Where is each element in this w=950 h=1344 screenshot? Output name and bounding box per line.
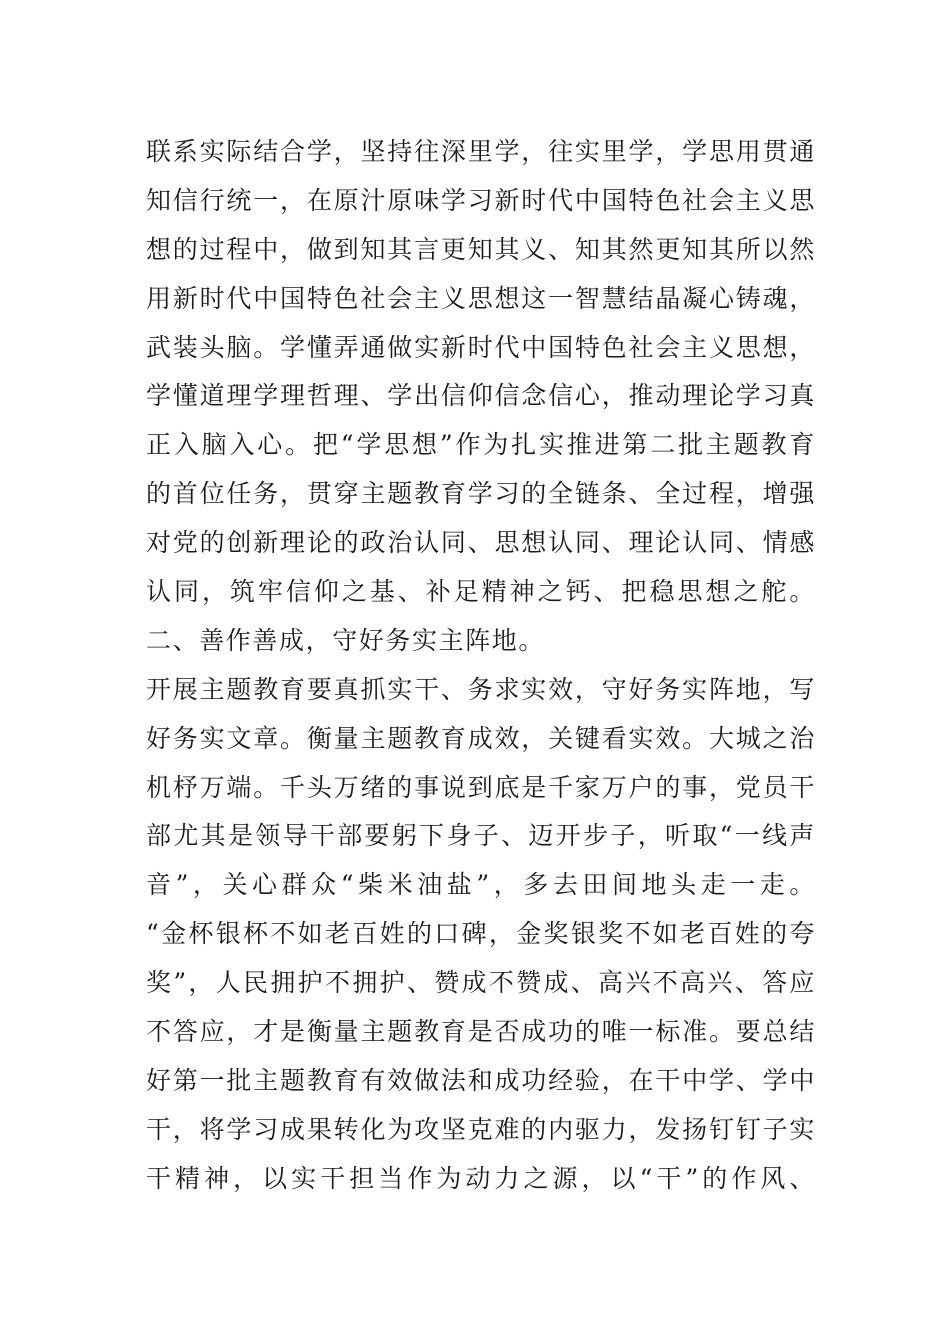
text-line: 好第一批主题教育有效做法和成功经验，在干中学、学中 [146, 1065, 816, 1095]
text-line: 认同，筑牢信仰之基、补足精神之钙、把稳思想之舵。 [146, 577, 816, 607]
text-line: 部尤其是领导干部要躬下身子、迈开步子，听取“一线声 [146, 821, 816, 851]
text-line: “金杯银杯不如老百姓的口碑，金奖银奖不如老百姓的夸 [146, 919, 816, 949]
text-line: 对党的创新理论的政治认同、思想认同、理论认同、情感 [146, 528, 816, 558]
text-line: 奖”，人民拥护不拥护、赞成不赞成、高兴不高兴、答应 [146, 968, 816, 998]
text-line: 开展主题教育要真抓实干、务求实效，守好务实阵地，写 [146, 674, 816, 704]
text-line: 武装头脑。学懂弄通做实新时代中国特色社会主义思想， [146, 332, 816, 362]
text-line: 的首位任务，贯穿主题教育学习的全链条、全过程，增强 [146, 479, 816, 509]
text-line: 知信行统一，在原汁原味学习新时代中国特色社会主义思 [146, 185, 816, 215]
text-line: 学懂道理学理哲理、学出信仰信念信心，推动理论学习真 [146, 381, 816, 411]
text-line: 正入脑入心。把“学思想”作为扎实推进第二批主题教育 [146, 430, 816, 460]
section-heading: 二、善作善成，守好务实主阵地。 [146, 625, 546, 655]
text-line: 好务实文章。衡量主题教育成效，关键看实效。大城之治 [146, 723, 816, 753]
body-text [146, 128, 816, 1204]
text-line: 音”，关心群众“柴米油盐”，多去田间地头走一走。 [146, 870, 816, 900]
text-line: 用新时代中国特色社会主义思想这一智慧结晶凝心铸魂， [146, 283, 816, 313]
text-line: 机杼万端。千头万绪的事说到底是千家万户的事，党员干 [146, 772, 816, 802]
text-line: 联系实际结合学，坚持往深里学，往实里学，学思用贯通 [146, 137, 816, 166]
text-line: 想的过程中，做到知其言更知其义、知其然更知其所以然 [146, 234, 816, 264]
text-line: 干精神，以实干担当作为动力之源，以“干”的作风、 [146, 1163, 816, 1193]
text-line: 不答应，才是衡量主题教育是否成功的唯一标准。要总结 [146, 1017, 816, 1047]
text-line: 干，将学习成果转化为攻坚克难的内驱力，发扬钉钉子实 [146, 1114, 816, 1144]
